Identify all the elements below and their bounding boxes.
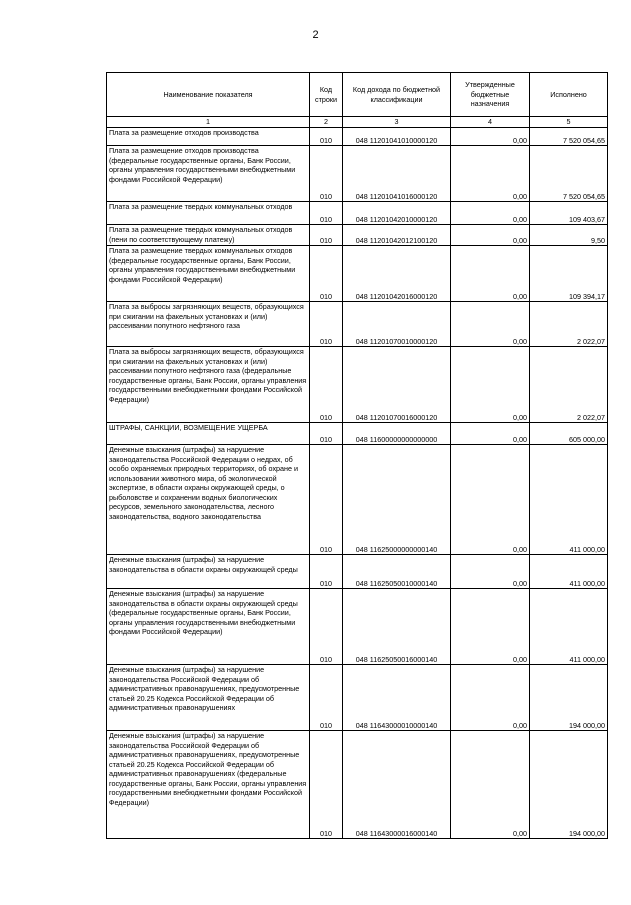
- line-code: 010: [310, 246, 343, 302]
- approved-amount: 0,00: [451, 246, 530, 302]
- line-code: 010: [310, 347, 343, 423]
- table-row: [107, 202, 608, 225]
- approved-amount: 0,00: [451, 202, 530, 225]
- approved-amount: 0,00: [451, 302, 530, 347]
- indicator-name: Плата за размещение твердых коммунальных отходов (пени по соответствующему платежу): [107, 225, 310, 246]
- column-number: 2: [310, 117, 343, 128]
- approved-amount: 0,00: [451, 225, 530, 246]
- approved-amount: 0,00: [451, 146, 530, 202]
- executed-amount: 605 000,00: [530, 423, 608, 445]
- income-report-table: [106, 72, 608, 839]
- executed-amount: 2 022,07: [530, 302, 608, 347]
- approved-amount: 0,00: [451, 445, 530, 555]
- line-code: 010: [310, 423, 343, 445]
- table-row: [107, 225, 608, 246]
- column-number: 3: [343, 117, 451, 128]
- line-code: 010: [310, 146, 343, 202]
- header-row: [107, 73, 608, 117]
- table-row: [107, 423, 608, 445]
- column-number-row: [107, 117, 608, 128]
- budget-classification-code: 048 11625050010000140: [343, 555, 451, 589]
- line-code: 010: [310, 225, 343, 246]
- indicator-name: Денежные взыскания (штрафы) за нарушение законодательства в области охраны окружающей среды (федеральные государственные органы, Банк России, органы управления государственными внебюджетными фондами Российской Федерации): [107, 589, 310, 665]
- header-kbk: Код дохода по бюджетной классификации: [343, 73, 451, 117]
- indicator-name: ШТРАФЫ, САНКЦИИ, ВОЗМЕЩЕНИЕ УЩЕРБА: [107, 423, 310, 445]
- indicator-name: Плата за размещение твердых коммунальных отходов (федеральные государственные органы, Банк России, органы управления государственными внебюджетными фондами Российской Федерации): [107, 246, 310, 302]
- line-code: 010: [310, 589, 343, 665]
- executed-amount: 109 403,67: [530, 202, 608, 225]
- indicator-name: Денежные взыскания (штрафы) за нарушение законодательства Российской Федерации об административных правонарушениях, предусмотренные статьей 20.25 Кодекса Российской Федерации об административных правонарушениях: [107, 665, 310, 731]
- line-code: 010: [310, 555, 343, 589]
- budget-classification-code: 048 11201070016000120: [343, 347, 451, 423]
- line-code: 010: [310, 302, 343, 347]
- indicator-name: Плата за размещение отходов производства (федеральные государственные органы, Банк России, органы управления государственными внебюджетными фондами Российской Федерации): [107, 146, 310, 202]
- approved-amount: 0,00: [451, 555, 530, 589]
- executed-amount: 194 000,00: [530, 731, 608, 839]
- indicator-name: Плата за размещение твердых коммунальных отходов: [107, 202, 310, 225]
- approved-amount: 0,00: [451, 347, 530, 423]
- column-number: 4: [451, 117, 530, 128]
- table-row: [107, 246, 608, 302]
- executed-amount: 2 022,07: [530, 347, 608, 423]
- table-row: [107, 445, 608, 555]
- indicator-name: Плата за выбросы загрязняющих веществ, образующихся при сжигании на факельных установках и (или) рассеивании попутного нефтяного газа (федеральные государственные органы, Банк России, органы управления государственными внебюджетными фондами Российской Федерации): [107, 347, 310, 423]
- indicator-name: Денежные взыскания (штрафы) за нарушение законодательства Российской Федерации об административных правонарушениях, предусмотренные статьей 20.25 Кодекса Российской Федерации об административных правонарушениях (федеральные государственные органы, Банк России, органы управления государственными внебюджетными фондами Российской Федерации): [107, 731, 310, 839]
- budget-classification-code: 048 11625050016000140: [343, 589, 451, 665]
- column-number: 5: [530, 117, 608, 128]
- approved-amount: 0,00: [451, 423, 530, 445]
- table-row: [107, 731, 608, 839]
- budget-classification-code: 048 11201042010000120: [343, 202, 451, 225]
- budget-classification-code: 048 11201042012100120: [343, 225, 451, 246]
- budget-classification-code: 048 11600000000000000: [343, 423, 451, 445]
- budget-classification-code: 048 11201041010000120: [343, 128, 451, 146]
- approved-amount: 0,00: [451, 128, 530, 146]
- line-code: 010: [310, 445, 343, 555]
- executed-amount: 194 000,00: [530, 665, 608, 731]
- budget-classification-code: 048 11643000016000140: [343, 731, 451, 839]
- budget-classification-code: 048 11201041016000120: [343, 146, 451, 202]
- table-row: [107, 347, 608, 423]
- executed-amount: 411 000,00: [530, 589, 608, 665]
- budget-classification-code: 048 11625000000000140: [343, 445, 451, 555]
- line-code: 010: [310, 731, 343, 839]
- table-row: [107, 589, 608, 665]
- table-row: [107, 128, 608, 146]
- table-row: [107, 555, 608, 589]
- indicator-name: Плата за выбросы загрязняющих веществ, образующихся при сжигании на факельных установках и (или) рассеивании попутного нефтяного газа: [107, 302, 310, 347]
- table-row: [107, 302, 608, 347]
- page-number: 2: [312, 29, 319, 41]
- executed-amount: 109 394,17: [530, 246, 608, 302]
- indicator-name: Денежные взыскания (штрафы) за нарушение законодательства в области охраны окружающей среды: [107, 555, 310, 589]
- approved-amount: 0,00: [451, 589, 530, 665]
- column-number: 1: [107, 117, 310, 128]
- line-code: 010: [310, 202, 343, 225]
- line-code: 010: [310, 128, 343, 146]
- executed-amount: 7 520 054,65: [530, 146, 608, 202]
- executed-amount: 9,50: [530, 225, 608, 246]
- executed-amount: 411 000,00: [530, 445, 608, 555]
- approved-amount: 0,00: [451, 731, 530, 839]
- budget-classification-code: 048 11201070010000120: [343, 302, 451, 347]
- header-name: Наименование показателя: [107, 73, 310, 117]
- header-executed: Исполнено: [530, 73, 608, 117]
- header-approved: Утвержденные бюджетные назначения: [451, 73, 530, 117]
- executed-amount: 7 520 054,65: [530, 128, 608, 146]
- indicator-name: Плата за размещение отходов производства: [107, 128, 310, 146]
- budget-classification-code: 048 11643000010000140: [343, 665, 451, 731]
- executed-amount: 411 000,00: [530, 555, 608, 589]
- indicator-name: Денежные взыскания (штрафы) за нарушение законодательства Российской Федерации о недрах, об особо охраняемых природных территориях, об охране и использовании животного мира, об экологической экспертизе, в области охраны окружающей среды, о рыболовстве и сохранении водных биологических ресурсов, земельного законодательства, лесного законодательства, водного законодательства: [107, 445, 310, 555]
- header-code: Код строки: [310, 73, 343, 117]
- table-row: [107, 665, 608, 731]
- table-row: [107, 146, 608, 202]
- line-code: 010: [310, 665, 343, 731]
- budget-classification-code: 048 11201042016000120: [343, 246, 451, 302]
- approved-amount: 0,00: [451, 665, 530, 731]
